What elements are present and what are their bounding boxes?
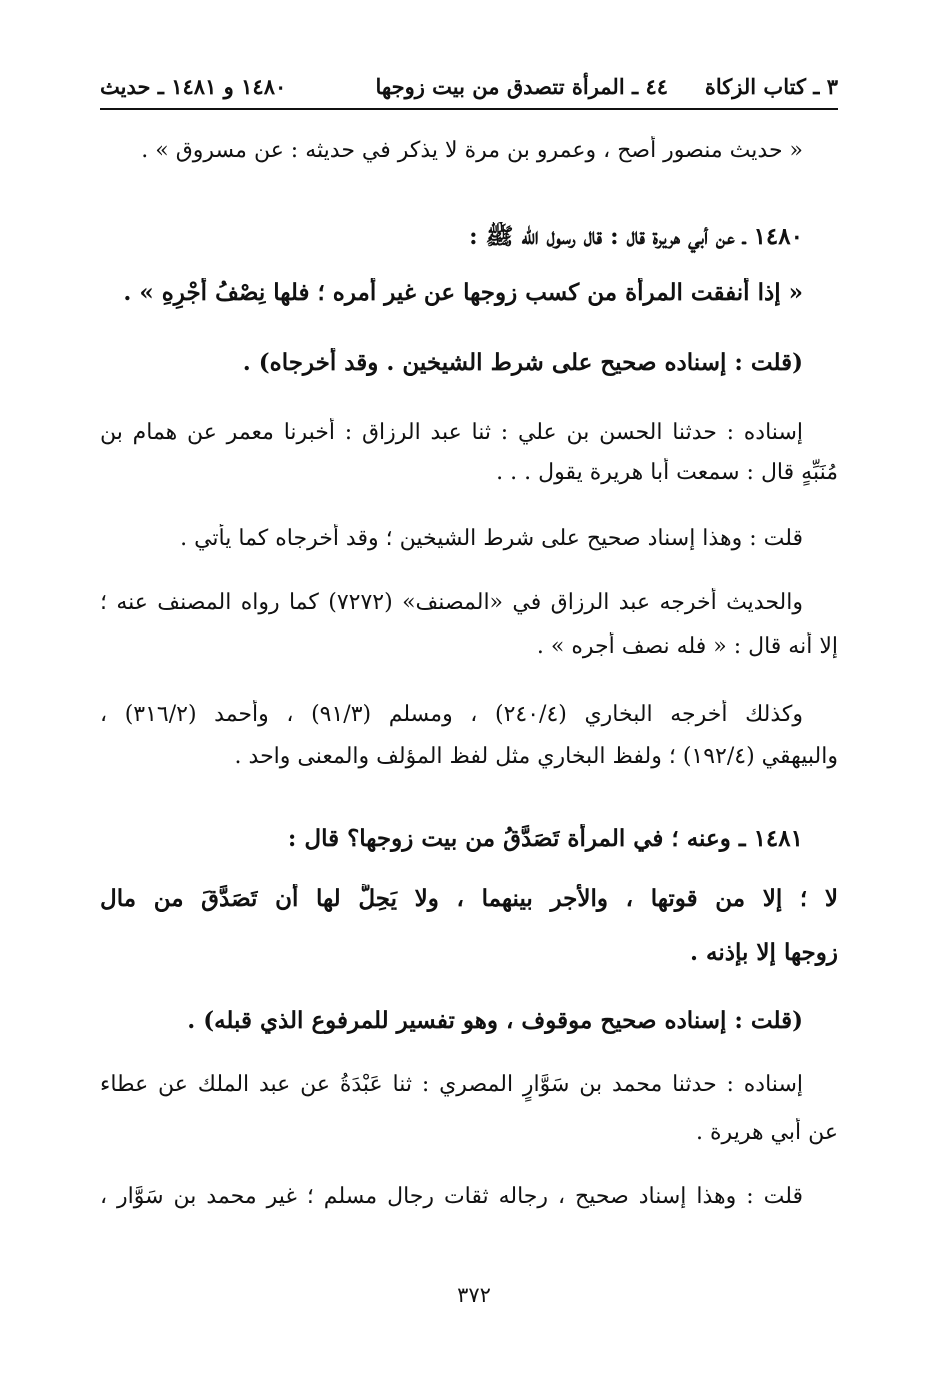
text-line: إسناده : حدثنا محمد بن سَوَّارٍ المصري : ثنا عَبْدَةُ عن عبد الملك عن عطاء [100,1072,803,1097]
text-line: إلا أنه قال : « فله نصف أجره » . [536,634,838,659]
grading-line: (قلت : إسناده صحيح على شرط الشيخين . وقد أخرجاه) . [242,349,803,376]
hadith-text: زوجها إلا بإذنه . [690,939,838,966]
text-line: قلت : وهذا إسناد صحيح على شرط الشيخين ؛ وقد أخرجاه كما يأتي . [180,526,803,551]
page-number: ٣٧٢ [457,1283,491,1307]
hadith-text: لا ؛ إلا من قوتها ، والأجر بينهما ، ولا يَحِلُّ لها أن تَصَدَّقَ من مال [100,885,838,912]
text-line: وكذلك أخرجه البخاري (٢٤٠/٤) ، ومسلم (٩١/٣) ، وأحمد (٣١٦/٢) ، [100,702,803,727]
text-line: والحديث أخرجه عبد الرزاق في «المصنف» (٧٢٧٢) كما رواه المصنف عنه ؛ [100,590,803,615]
hadith-heading: ١٤٨١ ـ وعنه ؛ في المرأة تَصَدَّقُ من بيت زوجها؟ قال : [287,825,803,852]
text-line: قلت : وهذا إسناد صحيح ، رجاله ثقات رجال مسلم ؛ غير محمد بن سَوَّار ، [100,1184,803,1209]
hadith-heading: ١٤٨٠ ـ عن أبي هريرة قال : قال رسول الله ﷺ : [469,223,803,250]
header-book-title: ٣ ـ كتاب الزكاة [704,74,838,99]
text-line: والبيهقي (١٩٢/٤) ؛ ولفظ البخاري مثل لفظ المؤلف والمعنى واحد . [234,744,838,769]
header-chapter-title: ٤٤ ـ المرأة تتصدق من بيت زوجها [375,74,668,99]
text-line: مُنَبِّهٍ قال : سمعت أبا هريرة يقول . . . [496,460,838,485]
text-line: إسناده : حدثنا الحسن بن علي : ثنا عبد الرزاق : أخبرنا معمر عن همام بن [100,420,803,445]
hadith-text: « إذا أنفقت المرأة من كسب زوجها عن غير أمره ؛ فلها نِصْفُ أَجْرِهِ » . [123,279,803,306]
running-header [100,68,838,110]
text-line: « حديث منصور أصح ، وعمرو بن مرة لا يذكر في حديثه : عن مسروق » . [141,138,803,163]
text-line: عن أبي هريرة . [696,1120,838,1145]
grading-line: (قلت : إسناده صحيح موقوف ، وهو تفسير للمرفوع الذي قبله) . [187,1007,803,1034]
header-hadith-range: ١٤٨٠ و ١٤٨١ ـ حديث [100,74,287,99]
